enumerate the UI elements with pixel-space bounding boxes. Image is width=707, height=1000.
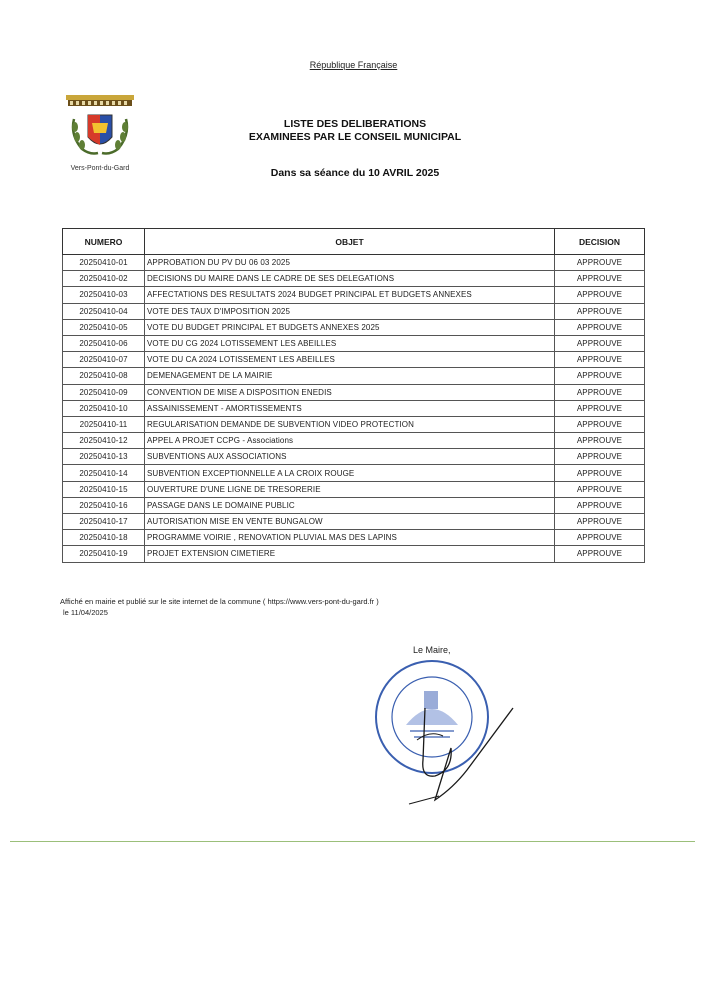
row-decision: APPROUVE bbox=[555, 416, 645, 432]
publication-date: le 11/04/2025 bbox=[63, 608, 108, 617]
header-decision: DECISION bbox=[555, 229, 645, 255]
row-numero: 20250410-12 bbox=[63, 433, 145, 449]
table-row bbox=[63, 530, 645, 546]
table-row bbox=[63, 384, 645, 400]
row-objet: SUBVENTIONS AUX ASSOCIATIONS bbox=[145, 449, 555, 465]
row-decision: APPROUVE bbox=[555, 433, 645, 449]
handwritten-signature bbox=[395, 700, 525, 810]
row-numero: 20250410-17 bbox=[63, 514, 145, 530]
table-row bbox=[63, 433, 645, 449]
commune-name: Vers-Pont-du-Gard bbox=[70, 165, 130, 172]
table-header-row bbox=[63, 229, 645, 255]
row-decision: APPROUVE bbox=[555, 400, 645, 416]
row-objet: PASSAGE DANS LE DOMAINE PUBLIC bbox=[145, 497, 555, 513]
title-line-1: LISTE DES DELIBERATIONS bbox=[283, 118, 427, 130]
row-objet: APPROBATION DU PV DU 06 03 2025 bbox=[145, 255, 555, 271]
row-objet: VOTE DES TAUX D'IMPOSITION 2025 bbox=[145, 303, 555, 319]
table-row bbox=[63, 481, 645, 497]
table-row bbox=[63, 416, 645, 432]
row-objet: DEMENAGEMENT DE LA MAIRIE bbox=[145, 368, 555, 384]
table-row bbox=[63, 319, 645, 335]
row-decision: APPROUVE bbox=[555, 335, 645, 351]
row-decision: APPROUVE bbox=[555, 514, 645, 530]
row-decision: APPROUVE bbox=[555, 352, 645, 368]
row-numero: 20250410-09 bbox=[63, 384, 145, 400]
row-objet: OUVERTURE D'UNE LIGNE DE TRESORERIE bbox=[145, 481, 555, 497]
republic-label: République Française bbox=[309, 60, 398, 70]
table-row bbox=[63, 255, 645, 271]
row-objet: REGULARISATION DEMANDE DE SUBVENTION VIDEO PROTECTION bbox=[145, 416, 555, 432]
title-line-2: EXAMINEES PAR LE CONSEIL MUNICIPAL bbox=[248, 131, 462, 143]
row-objet: SUBVENTION EXCEPTIONNELLE A LA CROIX ROUGE bbox=[145, 465, 555, 481]
header-objet: OBJET bbox=[145, 229, 555, 255]
row-numero: 20250410-03 bbox=[63, 287, 145, 303]
row-numero: 20250410-07 bbox=[63, 352, 145, 368]
row-numero: 20250410-02 bbox=[63, 271, 145, 287]
footer-divider bbox=[10, 841, 695, 842]
row-objet: DECISIONS DU MAIRE DANS LE CADRE DE SES DELEGATIONS bbox=[145, 271, 555, 287]
table-row bbox=[63, 400, 645, 416]
table-row bbox=[63, 497, 645, 513]
row-numero: 20250410-13 bbox=[63, 449, 145, 465]
table-row bbox=[63, 546, 645, 562]
row-decision: APPROUVE bbox=[555, 465, 645, 481]
mayor-label: Le Maire, bbox=[413, 645, 451, 655]
row-decision: APPROUVE bbox=[555, 319, 645, 335]
table-row bbox=[63, 303, 645, 319]
row-numero: 20250410-18 bbox=[63, 530, 145, 546]
row-objet: APPEL A PROJET CCPG - Associations bbox=[145, 433, 555, 449]
row-objet: ASSAINISSEMENT - AMORTISSEMENTS bbox=[145, 400, 555, 416]
publication-text: Affiché en mairie et publié sur le site internet de la commune ( https://www.vers-pont-du-gard.fr ) bbox=[60, 597, 379, 606]
row-objet: CONVENTION DE MISE A DISPOSITION ENEDIS bbox=[145, 384, 555, 400]
commune-coat-of-arms-icon bbox=[60, 93, 140, 173]
row-numero: 20250410-04 bbox=[63, 303, 145, 319]
row-objet: AFFECTATIONS DES RESULTATS 2024 BUDGET PRINCIPAL ET BUDGETS ANNEXES bbox=[145, 287, 555, 303]
row-numero: 20250410-08 bbox=[63, 368, 145, 384]
row-objet: PROGRAMME VOIRIE , RENOVATION PLUVIAL MAS DES LAPINS bbox=[145, 530, 555, 546]
row-numero: 20250410-11 bbox=[63, 416, 145, 432]
table-row bbox=[63, 352, 645, 368]
row-decision: APPROUVE bbox=[555, 546, 645, 562]
row-decision: APPROUVE bbox=[555, 497, 645, 513]
table-row bbox=[63, 287, 645, 303]
row-numero: 20250410-16 bbox=[63, 497, 145, 513]
row-decision: APPROUVE bbox=[555, 530, 645, 546]
row-decision: APPROUVE bbox=[555, 384, 645, 400]
document-title bbox=[200, 118, 510, 144]
row-decision: APPROUVE bbox=[555, 287, 645, 303]
row-objet: VOTE DU CA 2024 LOTISSEMENT LES ABEILLES bbox=[145, 352, 555, 368]
row-objet: VOTE DU CG 2024 LOTISSEMENT LES ABEILLES bbox=[145, 335, 555, 351]
row-decision: APPROUVE bbox=[555, 481, 645, 497]
deliberations-table bbox=[62, 228, 645, 563]
row-numero: 20250410-06 bbox=[63, 335, 145, 351]
row-numero: 20250410-10 bbox=[63, 400, 145, 416]
row-objet: PROJET EXTENSION CIMETIERE bbox=[145, 546, 555, 562]
publication-notice bbox=[60, 596, 510, 618]
row-objet: VOTE DU BUDGET PRINCIPAL ET BUDGETS ANNEXES 2025 bbox=[145, 319, 555, 335]
table-row bbox=[63, 514, 645, 530]
row-objet: AUTORISATION MISE EN VENTE BUNGALOW bbox=[145, 514, 555, 530]
row-numero: 20250410-14 bbox=[63, 465, 145, 481]
row-decision: APPROUVE bbox=[555, 255, 645, 271]
table-row bbox=[63, 465, 645, 481]
row-numero: 20250410-15 bbox=[63, 481, 145, 497]
row-numero: 20250410-19 bbox=[63, 546, 145, 562]
table-row bbox=[63, 271, 645, 287]
row-decision: APPROUVE bbox=[555, 368, 645, 384]
row-decision: APPROUVE bbox=[555, 303, 645, 319]
row-numero: 20250410-05 bbox=[63, 319, 145, 335]
header-numero: NUMERO bbox=[63, 229, 145, 255]
row-decision: APPROUVE bbox=[555, 449, 645, 465]
row-numero: 20250410-01 bbox=[63, 255, 145, 271]
seance-date: Dans sa séance du 10 AVRIL 2025 bbox=[270, 167, 440, 179]
table-row bbox=[63, 368, 645, 384]
table-row bbox=[63, 335, 645, 351]
table-row bbox=[63, 449, 645, 465]
row-decision: APPROUVE bbox=[555, 271, 645, 287]
